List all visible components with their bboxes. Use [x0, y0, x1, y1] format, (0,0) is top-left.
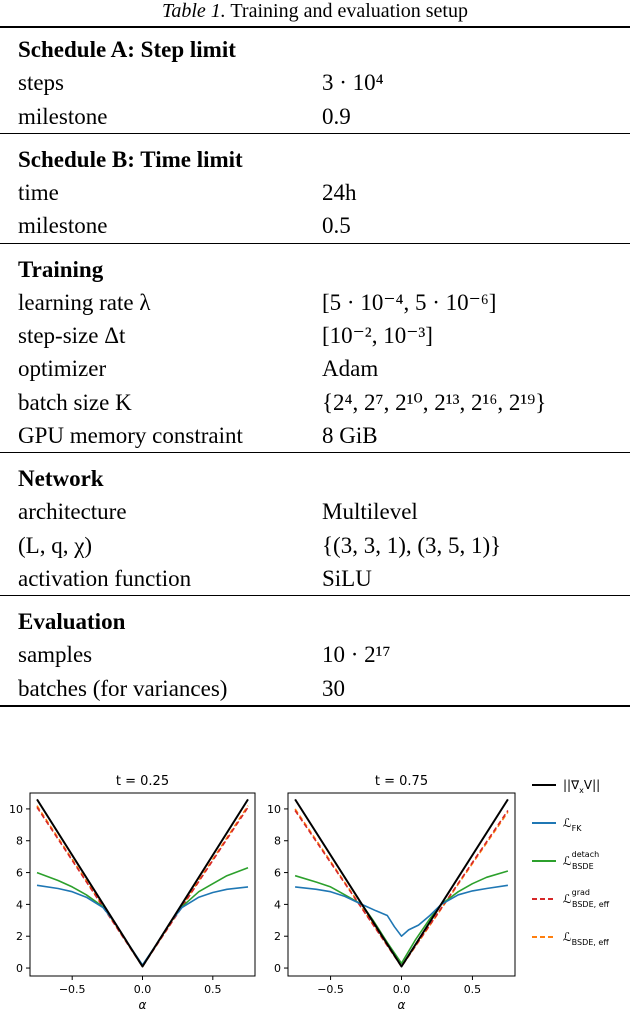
legend-sub: BSDE, eff: [572, 900, 610, 909]
section-title: Schedule A: Step limit: [18, 37, 236, 62]
y-tick-label: 8: [274, 834, 281, 848]
legend-sub: FK: [571, 824, 582, 833]
caption-label: Table 1.: [162, 0, 226, 22]
section-title: Schedule B: Time limit: [18, 146, 243, 172]
param-label: (L, q, χ): [18, 532, 93, 558]
param-label: steps: [18, 70, 64, 96]
chart-title: t = 0.75: [374, 774, 429, 789]
param-value: Adam: [322, 356, 379, 382]
series-line: [37, 885, 248, 965]
legend-label: [563, 816, 582, 833]
series-line: [295, 871, 508, 963]
y-tick-label: 6: [16, 866, 23, 880]
legend-main: ℒ: [563, 816, 572, 830]
param-value: 3 · 10⁴: [322, 70, 384, 96]
param-label: time: [18, 180, 59, 206]
legend-main: ||∇: [563, 778, 580, 792]
x-tick-label: −0.5: [317, 983, 344, 996]
param-value: 8 GiB: [322, 422, 378, 448]
y-tick-label: 2: [16, 930, 23, 944]
param-label: GPU memory constraint: [18, 422, 243, 448]
legend-sub: x: [579, 786, 584, 795]
y-tick-label: 4: [274, 898, 281, 912]
chart-2: [267, 774, 515, 1012]
series-line: [37, 807, 248, 966]
series-line: [295, 811, 508, 967]
param-value: 24h: [322, 180, 357, 206]
section-rule: [0, 595, 630, 596]
param-value: 30: [322, 675, 345, 701]
y-tick-label: 4: [16, 898, 23, 912]
legend-sub: BSDE, eff: [571, 938, 609, 947]
legend: [532, 778, 610, 947]
param-value: 0.9: [322, 103, 351, 129]
param-label: learning rate λ: [18, 290, 151, 315]
param-label: milestone: [18, 213, 108, 239]
chart-title: t = 0.25: [115, 774, 170, 789]
y-tick-label: 0: [274, 962, 281, 976]
caption-text: Training and evaluation setup: [225, 0, 468, 22]
param-value: [10⁻², 10⁻³]: [322, 323, 433, 349]
param-value: 0.5: [322, 213, 351, 239]
param-label: activation function: [18, 565, 192, 591]
section-title: Evaluation: [18, 609, 126, 634]
param-value: 10 · 2¹⁷: [322, 642, 391, 668]
param-value: Multilevel: [322, 499, 418, 525]
param-label: architecture: [18, 499, 127, 525]
y-tick-label: 8: [16, 834, 23, 848]
top-rule: [0, 26, 630, 28]
x-tick-label: 0.0: [133, 983, 152, 996]
section-rule: [0, 705, 630, 707]
y-tick-label: 6: [274, 866, 281, 880]
series-line: [295, 885, 508, 936]
param-label: optimizer: [18, 356, 107, 382]
section-rule: [0, 452, 630, 453]
x-tick-label: 0.5: [204, 983, 222, 996]
x-axis-label: α: [397, 998, 406, 1012]
y-tick-label: 10: [267, 802, 281, 816]
param-label: samples: [18, 642, 93, 668]
y-tick-label: 2: [274, 930, 281, 944]
chart-1: [9, 774, 255, 1012]
legend-rest: V||: [583, 778, 601, 792]
figure: [0, 755, 630, 1012]
section-title: Training: [18, 256, 104, 282]
param-label: batch size K: [18, 389, 132, 415]
legend-sup: detach: [571, 850, 600, 859]
legend-label: [563, 888, 610, 909]
section-title: Network: [18, 466, 104, 491]
legend-label: [563, 930, 609, 947]
legend-label: [563, 778, 600, 795]
param-label: milestone: [18, 103, 108, 129]
series-line: [37, 799, 248, 966]
param-value: {(3, 3, 1), (3, 5, 1)}: [322, 532, 502, 558]
x-tick-label: 0.5: [463, 983, 482, 996]
param-label: step-size Δt: [18, 323, 126, 349]
x-axis-label: α: [138, 998, 147, 1012]
x-tick-label: 0.0: [392, 983, 411, 996]
axes-frame: [30, 793, 255, 976]
table-caption: [0, 0, 630, 23]
section-rule: [0, 243, 630, 244]
y-tick-label: 0: [16, 962, 23, 976]
param-value: SiLU: [322, 565, 372, 591]
legend-sub: BSDE: [572, 862, 594, 871]
section-rule: [0, 133, 630, 134]
legend-main: ℒ: [563, 892, 572, 906]
param-value: {2⁴, 2⁷, 2¹⁰, 2¹³, 2¹⁶, 2¹⁹}: [322, 389, 547, 415]
y-tick-label: 10: [9, 802, 23, 816]
series-line: [295, 809, 508, 967]
legend-sup: grad: [571, 888, 591, 897]
param-value: [5 · 10⁻⁴, 5 · 10⁻⁶]: [322, 290, 497, 315]
param-label: batches (for variances): [18, 675, 228, 701]
legend-main: ℒ: [563, 854, 572, 868]
series-line: [37, 868, 248, 966]
x-tick-label: −0.5: [58, 983, 86, 996]
legend-label: [563, 850, 599, 871]
legend-main: ℒ: [563, 930, 572, 944]
